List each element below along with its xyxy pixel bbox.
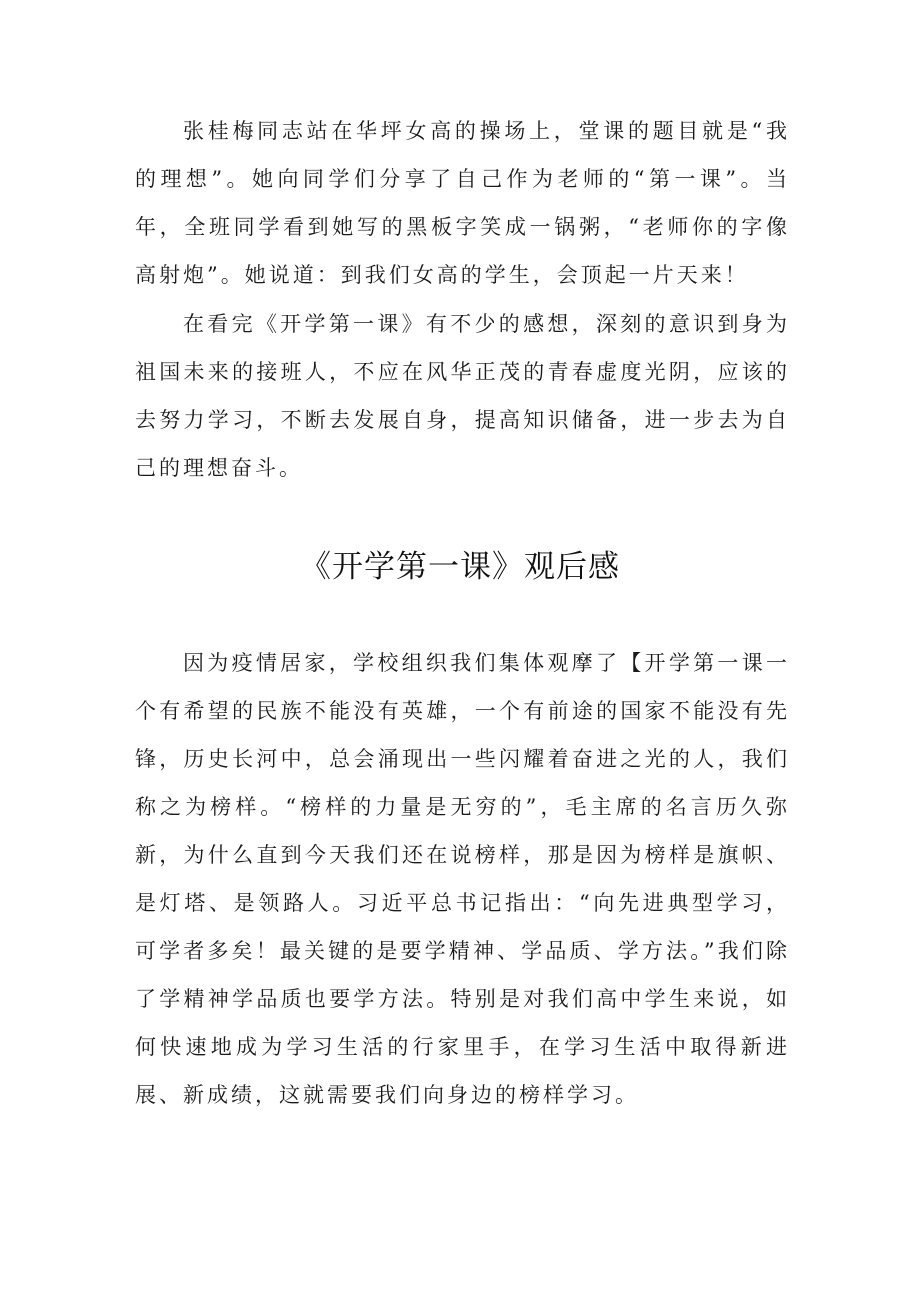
paragraph-zhang-guimei: 张桂梅同志站在华坪女高的操场上，堂课的题目就是“我的理想”。她向同学们分享了自己作为老师的“第一课”。当年，全班同学看到她写的黑板字笑成一锅粥，“老师你的字像高射炮”。她说道：到我们女高的学生，会顶起一片天来！ <box>135 119 790 287</box>
section-title: 《开学第一课》观后感 <box>300 549 620 585</box>
paragraph-role-models: 因为疫情居家，学校组织我们集体观摩了【开学第一课一个有希望的民族不能没有英雄，一个有前途的国家不能没有先锋，历史长河中，总会涌现出一些闪耀着奋进之光的人，我们称之为榜样。“榜样的力量是无穷的”，毛主席的名言历久弥新，为什么直到今天我们还在说榜样，那是因为榜样是旗帜、是灯塔、是领路人。习近平总书记指出：“向先进典型学习，可学者多矣！最关键的是要学精神、学品质、学方法。”我们除了学精神学品质也要学方法。特别是对我们高中学生来说，如何快速地成为学习生活的行家里手，在学习生活中取得新进展、新成绩，这就需要我们向身边的榜样学习。 <box>135 651 790 1107</box>
paragraph-reflection: 在看完《开学第一课》有不少的感想，深刻的意识到身为祖国未来的接班人，不应在风华正茂的青春虚度光阴，应该的去努力学习，不断去发展自身，提高知识储备，进一步去为自己的理想奋斗。 <box>135 312 790 480</box>
